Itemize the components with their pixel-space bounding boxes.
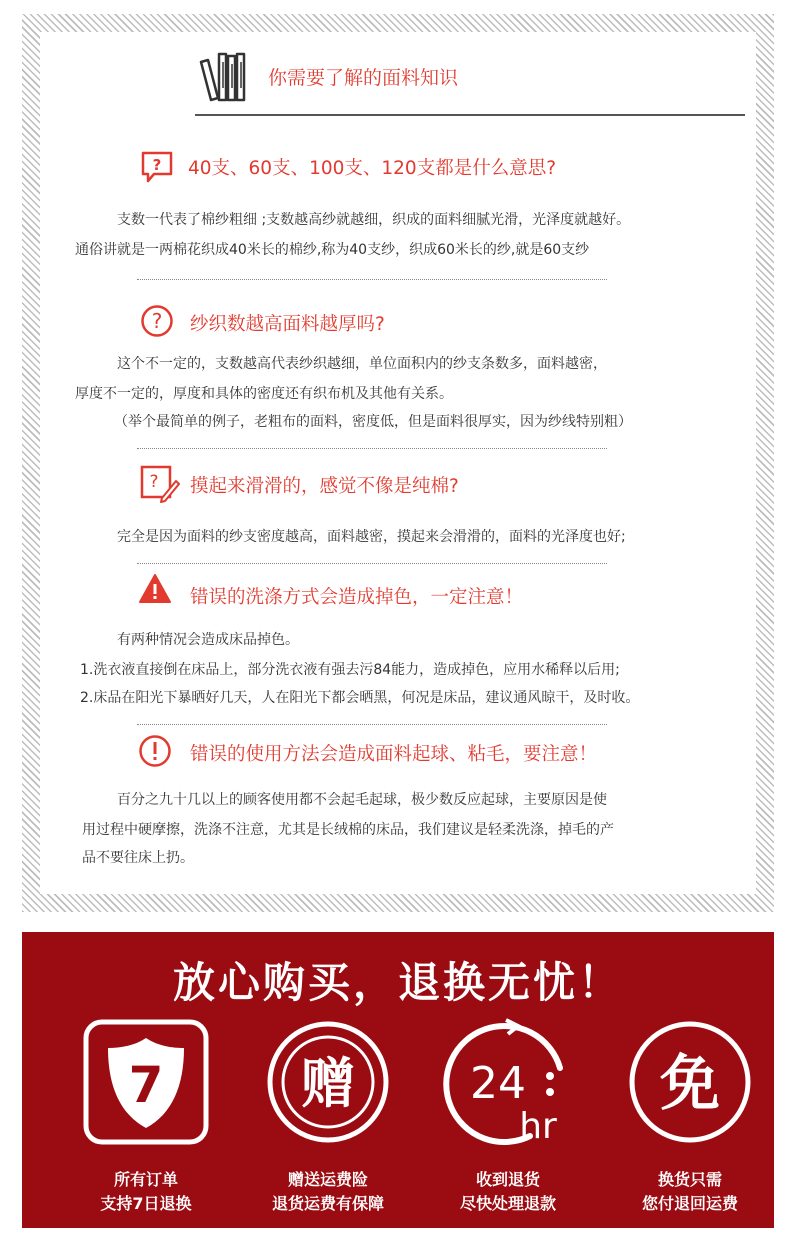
svg-text:?: ? — [151, 309, 163, 333]
badge-label-refund — [423, 1168, 593, 1216]
warning-triangle-icon — [138, 572, 172, 606]
section-4-line-2: 1.洗衣液直接倒在床品上，部分洗衣液有强去污84能力，造成掉色，应用水稀释以后用; — [80, 662, 620, 678]
section-5-line-3: 品不要往床上扔。 — [82, 850, 194, 866]
section-4-line-1: 有两种情况会造成床品掉色。 — [117, 632, 299, 648]
dotted-divider — [137, 279, 607, 280]
svg-text:赠: 赠 — [301, 1052, 355, 1115]
badge-line-1: 所有订单 — [113, 1170, 178, 1189]
badge-line-1: 收到退货 — [475, 1170, 540, 1189]
badge-label-exchange — [605, 1168, 775, 1216]
dotted-divider — [137, 724, 607, 725]
svg-text:?: ? — [152, 156, 162, 174]
section-2-line-2: 厚度不一定的，厚度和具体的密度还有织布机及其他有关系。 — [75, 386, 453, 402]
badge-line-2: 尽快处理退款 — [459, 1194, 556, 1213]
section-2-line-1: 这个不一定的，支数越高代表纱织越细，单位面积内的纱支条数多，面料越密， — [117, 356, 607, 372]
panel-header — [195, 46, 745, 116]
fabric-knowledge-panel — [40, 32, 756, 894]
question-pencil-icon — [140, 465, 180, 503]
section-2-title: 纱织数越高面料越厚吗? — [190, 314, 385, 335]
dotted-divider — [137, 448, 607, 449]
exclamation-circle-icon — [138, 734, 172, 768]
free-circle-icon — [624, 1016, 756, 1148]
section-1-title: 40支、60支、100支、120支都是什么意思? — [188, 158, 557, 179]
section-5-title: 错误的使用方法会造成面料起球、粘毛，要注意！ — [190, 744, 598, 765]
section-5-line-1: 百分之九十几以上的顾客使用都不会起毛起球，极少数反应起球，主要原因是使 — [117, 792, 607, 808]
section-3-line-1: 完全是因为面料的纱支密度越高，面料越密，摸起来会滑滑的，面料的光泽度也好; — [117, 529, 626, 545]
section-1-line-1: 支数一代表了棉纱粗细 ;支数越高纱就越细，织成的面料细腻光滑，光泽度就越好。 — [117, 212, 631, 228]
page-title: 你需要了解的面料知识 — [268, 67, 459, 89]
badge-line-1: 赠送运费险 — [287, 1170, 368, 1189]
question-circle-icon — [140, 304, 174, 338]
svg-text:hr: hr — [519, 1106, 557, 1147]
section-3-title: 摸起来滑滑的，感觉不像是纯棉? — [190, 476, 459, 497]
svg-text:免: 免 — [660, 1049, 720, 1119]
shield-seven-icon — [80, 1016, 212, 1148]
question-bubble-icon — [140, 150, 174, 184]
svg-text:7: 7 — [128, 1056, 164, 1114]
section-4-line-3: 2.床品在阳光下暴晒好几天，人在阳光下都会晒黑，何况是床品，建议通风晾干，及时收。 — [80, 690, 640, 706]
section-4-title: 错误的洗涤方式会造成掉色，一定注意！ — [190, 587, 524, 608]
gift-circle-icon — [262, 1016, 394, 1148]
svg-text:24: 24 — [470, 1058, 526, 1109]
banner-title: 放心购买，退换无忧！ — [172, 958, 623, 1007]
badge-label-seven-day — [61, 1168, 231, 1216]
clock-24hr-icon — [442, 1016, 574, 1148]
section-5-line-2: 用过程中硬摩擦，洗涤不注意，尤其是长绒棉的床品，我们建议是轻柔洗涤，掉毛的产 — [82, 822, 614, 838]
section-2-line-3: （举个最简单的例子，老粗布的面料，密度低，但是面料很厚实，因为纱线特别粗） — [114, 414, 632, 430]
badge-label-insurance — [243, 1168, 413, 1216]
dotted-divider — [137, 563, 607, 564]
section-1-line-2: 通俗讲就是一两棉花织成40米长的棉纱,称为40支纱，织成60米长的纱,就是60支纱 — [75, 242, 590, 258]
badge-line-1: 换货只需 — [657, 1170, 722, 1189]
books-icon — [199, 48, 251, 104]
badge-line-2: 退货运费有保障 — [271, 1194, 384, 1213]
badge-line-2: 支持7日退换 — [100, 1194, 192, 1213]
svg-text:?: ? — [149, 472, 159, 492]
guarantee-banner — [22, 932, 774, 1228]
badge-line-2: 您付退回运费 — [641, 1194, 738, 1213]
